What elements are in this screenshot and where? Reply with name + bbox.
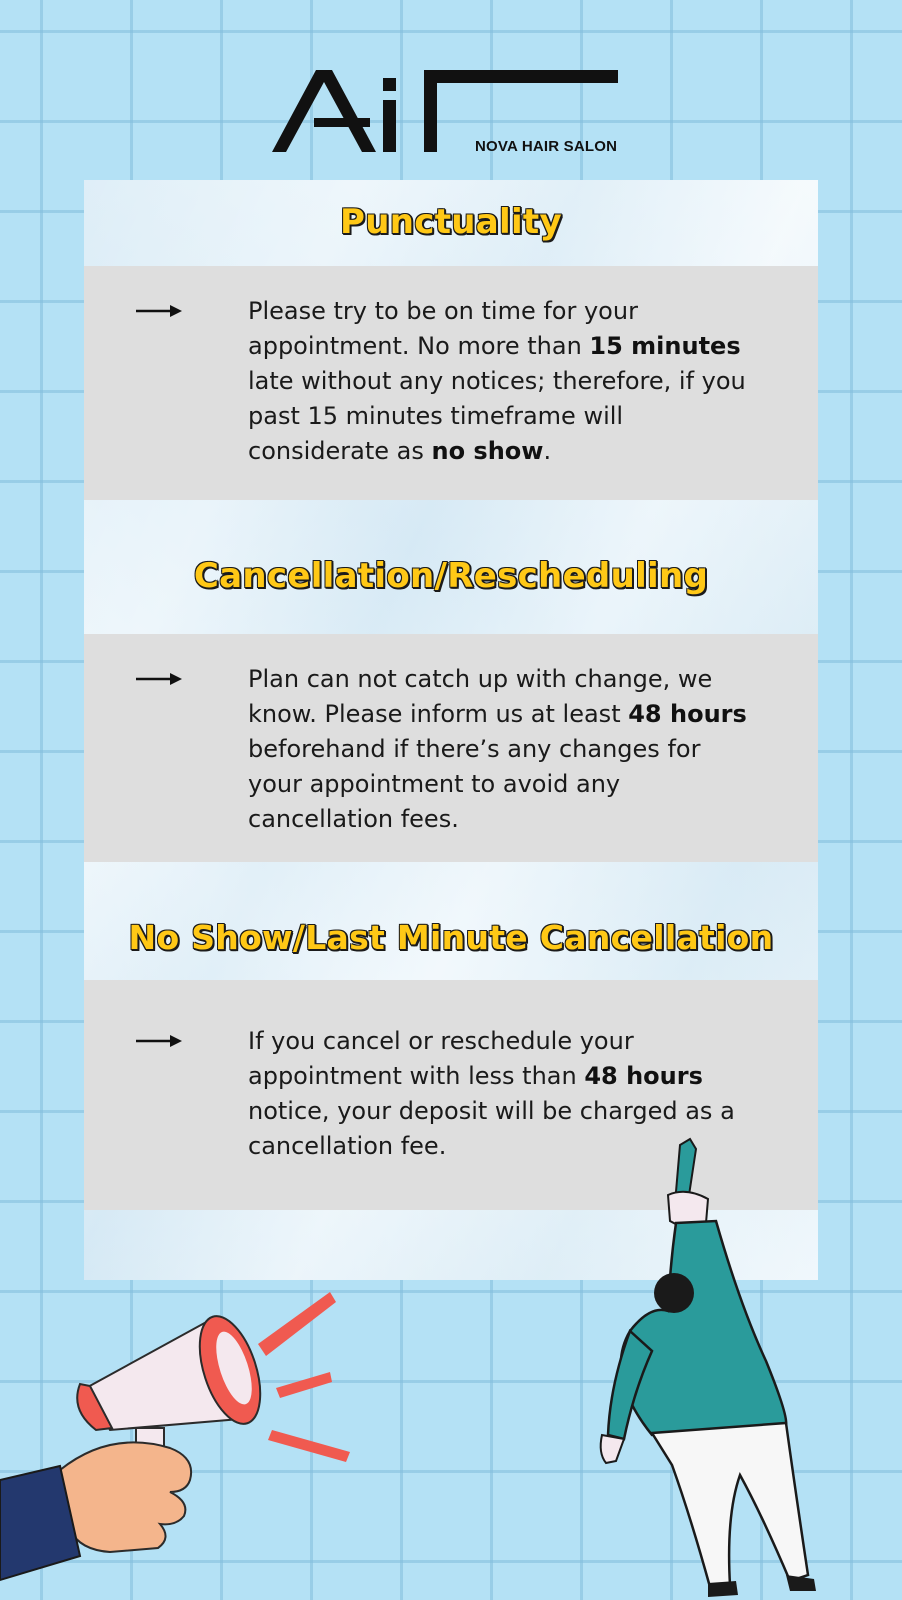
arrow-right-icon xyxy=(136,1033,182,1049)
person-pointing-icon xyxy=(590,1135,820,1600)
rule-text: Plan can not catch up with change, we know. Please inform us at least 48 hours beforehand if there’s any changes for your appointment to avoid any cancellation fees. xyxy=(248,665,747,833)
arrow-right-icon xyxy=(136,671,182,687)
brand-name: NOVA HAIR SALON xyxy=(475,138,618,155)
section-heading-cancellation: Cancellation/Rescheduling xyxy=(193,556,709,596)
policy-card xyxy=(84,180,818,1280)
rule-text: Please try to be on time for your appointment. No more than 15 minutes late without any notices; therefore, if you past 15 minutes timeframe will considerate as no show. xyxy=(248,297,746,465)
rule-text: If you cancel or reschedule your appointment with less than 48 hours notice, your deposit will be charged as a cancellation fee. xyxy=(248,1027,735,1160)
brand-logo xyxy=(270,60,630,165)
megaphone-icon xyxy=(0,1280,360,1600)
arrow-right-icon xyxy=(136,303,182,319)
section-heading-no-show: No Show/Last Minute Cancellation xyxy=(128,918,774,957)
section-panel-cancellation xyxy=(84,634,818,862)
section-heading-punctuality: Punctuality xyxy=(340,202,562,242)
section-panel-punctuality xyxy=(84,266,818,500)
rule-item xyxy=(136,294,756,469)
rule-item xyxy=(136,662,756,837)
